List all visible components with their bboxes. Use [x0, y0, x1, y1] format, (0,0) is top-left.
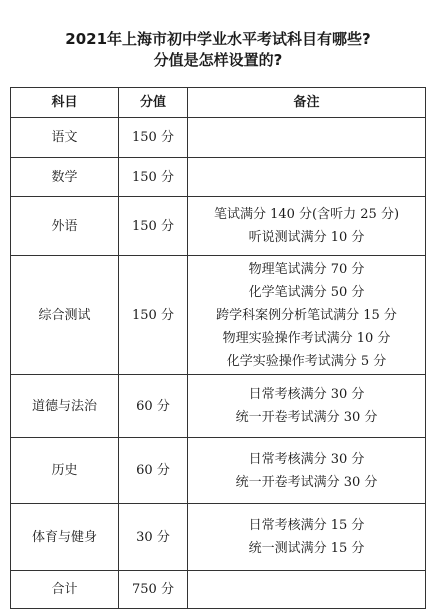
header-score: 分值: [119, 88, 188, 118]
table-row: [11, 256, 426, 375]
page-title: 2021年上海市初中学业水平考试科目有哪些?: [65, 30, 371, 48]
subject-cell: 体育与健身: [11, 504, 119, 571]
note-line: 物理实验操作考试满分 10 分: [222, 330, 391, 346]
note-line: 听说测试满分 10 分: [248, 230, 365, 245]
notes-cell: [188, 375, 426, 438]
subject-cell: 历史: [11, 438, 119, 504]
header-subject: 科目: [11, 88, 119, 118]
subject-cell: 合计: [11, 571, 119, 609]
notes-cell: [188, 504, 426, 571]
score-cell: 750 分: [119, 571, 188, 609]
notes-cell: [188, 197, 426, 256]
note-line: 化学笔试满分 50 分: [248, 284, 365, 300]
note-line: 化学实验操作考试满分 5 分: [226, 353, 387, 369]
note-line: 跨学科案例分析笔试满分 15 分: [216, 307, 397, 323]
table-row: [11, 158, 426, 197]
score-cell: 60 分: [119, 438, 188, 504]
table-row: [11, 571, 426, 609]
score-cell: 150 分: [119, 158, 188, 197]
table-row: [11, 118, 426, 158]
table-header-row: [11, 88, 426, 118]
table-row: [11, 197, 426, 256]
subject-cell: 数学: [11, 158, 119, 197]
table-row: [11, 375, 426, 438]
notes-cell: [188, 256, 426, 375]
score-cell: 60 分: [119, 375, 188, 438]
table-row: [11, 504, 426, 571]
notes-cell: [188, 571, 426, 609]
score-cell: 150 分: [119, 256, 188, 375]
notes-cell: [188, 158, 426, 197]
notes-cell: [188, 438, 426, 504]
note-line: 统一开卷考试满分 30 分: [235, 410, 378, 425]
note-line: 统一开卷考试满分 30 分: [235, 474, 378, 490]
note-line: 日常考核满分 30 分: [248, 451, 365, 467]
note-line: 日常考核满分 15 分: [248, 518, 365, 533]
table-row: [11, 438, 426, 504]
note-line: 笔试满分 140 分(含听力 25 分): [213, 207, 400, 222]
subject-cell: 道德与法治: [11, 375, 119, 438]
subject-cell: 综合测试: [11, 256, 119, 375]
score-cell: 150 分: [119, 197, 188, 256]
page-subtitle: 分值是怎样设置的?: [153, 51, 283, 69]
note-line: 物理笔试满分 70 分: [248, 261, 365, 277]
subject-cell: 外语: [11, 197, 119, 256]
score-cell: 30 分: [119, 504, 188, 571]
score-cell: 150 分: [119, 118, 188, 158]
notes-cell: [188, 118, 426, 158]
subject-cell: 语文: [11, 118, 119, 158]
score-table: [10, 87, 426, 609]
note-line: 日常考核满分 30 分: [248, 387, 365, 402]
note-line: 统一测试满分 15 分: [248, 541, 365, 556]
header-notes: 备注: [188, 88, 426, 118]
